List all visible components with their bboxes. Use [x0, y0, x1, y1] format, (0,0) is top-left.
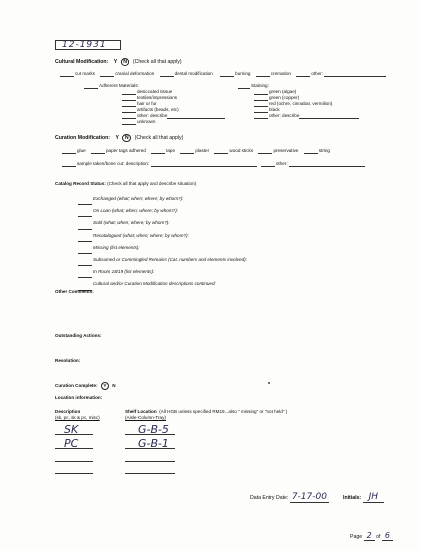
cultural-yes[interactable]: Y: [113, 59, 118, 65]
adherent-list: [122, 89, 226, 125]
resolution-label: Resolution:: [55, 358, 81, 363]
curation-no-circled[interactable]: N: [122, 134, 131, 142]
page-number-row: [350, 533, 393, 540]
staining-item[interactable]: green (copper): [269, 95, 300, 101]
curation-opt-plaster[interactable]: plaster: [195, 148, 210, 153]
cultural-opt-dental[interactable]: dental modification: [174, 71, 213, 76]
staining-list: [254, 89, 360, 119]
staining-label: Staining:: [251, 83, 269, 88]
catalog-status-item[interactable]: Missing (list elements):: [93, 244, 140, 250]
page-current: 2: [364, 531, 375, 541]
curation-complete-no[interactable]: N: [112, 383, 116, 388]
adherent-item[interactable]: hair or fur: [137, 101, 157, 107]
shelf-value[interactable]: G-B-5: [138, 423, 169, 436]
page-total: 6: [382, 531, 393, 541]
outstanding-actions-label: Outstanding Actions:: [55, 333, 102, 338]
staining-item[interactable]: red (ochre, cinnabar, vermilion): [269, 101, 333, 107]
catalog-status-item[interactable]: Subsumed or Commingled Remains (Cat. numbers and elements involved):: [93, 257, 247, 263]
adherent-item[interactable]: unknown: [137, 119, 156, 125]
curation-complete-label: Curation Complete:: [55, 383, 98, 388]
stray-mark: [268, 382, 270, 384]
staining-item[interactable]: black: [269, 107, 280, 113]
initials-label: Initials:: [343, 495, 362, 501]
curation-opt-wood-sticks[interactable]: wood sticks: [229, 148, 254, 153]
cultural-modification-heading: Cultural Modification:: [55, 59, 109, 65]
description-header: [55, 409, 100, 420]
adherent-item[interactable]: other: describe: [137, 113, 168, 119]
description-value[interactable]: SK: [64, 423, 79, 436]
catalog-status-item[interactable]: In Room 18/19 (list elements):: [93, 269, 155, 275]
catalog-status-heading: Catalog Record Status:: [55, 181, 106, 186]
shelf-label: Shelf Location: [125, 409, 157, 414]
curation-complete-row: [55, 382, 116, 390]
catalog-status-item[interactable]: Sold (what; when; where; by whom?):: [93, 220, 170, 226]
catalog-number: 12-1931: [62, 40, 107, 50]
location-heading: Location information:: [55, 395, 103, 400]
curation-row1: [62, 148, 330, 154]
staining-item[interactable]: green (algae): [269, 89, 297, 95]
cultural-row1: [60, 71, 387, 77]
shelf-header: [125, 409, 287, 420]
data-entry-date[interactable]: 7-17-00: [291, 492, 327, 502]
curation-opt-other[interactable]: other:: [275, 161, 288, 166]
cultural-opt-other[interactable]: other:: [311, 71, 323, 76]
curation-complete-yes-circled[interactable]: Y: [101, 382, 109, 390]
curation-opt-string[interactable]: string: [318, 148, 330, 153]
cultural-opt-cut-marks[interactable]: cut marks: [75, 71, 95, 76]
curation-modification-row: [55, 134, 183, 142]
catalog-status-item[interactable]: Cultural and/or Curation Modification descriptions continued:: [93, 281, 216, 287]
description-value[interactable]: PC: [64, 437, 79, 450]
shelf-note: (All HGB unless specified RM19...also " missing" or "not held" ): [159, 409, 288, 414]
page-label: Page: [350, 534, 363, 540]
adherent-item[interactable]: desiccated tissue: [137, 89, 173, 95]
initials-value[interactable]: JH: [363, 492, 384, 503]
cultural-opt-burning[interactable]: burning: [235, 71, 251, 76]
initials-row: [343, 494, 384, 501]
curation-opt-sample[interactable]: sample taken/bone cut: description:: [77, 161, 150, 166]
cultural-opt-cranial[interactable]: cranial deformation: [115, 71, 155, 76]
curation-check-note: (Check all that apply): [134, 135, 184, 141]
page-of: of: [376, 534, 381, 540]
description-label: Description: [55, 409, 81, 414]
cultural-opt-cremation[interactable]: cremation: [270, 71, 291, 76]
adherent-item[interactable]: artifacts (beads, etc): [137, 107, 179, 113]
curation-opt-tape[interactable]: tape: [166, 148, 176, 153]
cultural-check-note: (Check all that apply): [132, 59, 182, 65]
data-entry-row: [250, 494, 329, 501]
catalog-status-note: (Check all that apply and describe situation): [107, 181, 197, 186]
curation-modification-heading: Curation Modification:: [55, 135, 111, 141]
catalog-status-list: [78, 193, 247, 291]
curation-yes[interactable]: Y: [115, 135, 119, 141]
data-entry-label: Data Entry Date:: [250, 495, 289, 501]
cultural-modification-row: [55, 58, 182, 66]
catalog-status-item[interactable]: On Loan (what; when; where; by whom?):: [93, 208, 179, 214]
catalog-status-item[interactable]: Exchanged (what; when; where; by whom?):: [93, 196, 184, 201]
curation-opt-glue[interactable]: glue: [77, 148, 86, 153]
other-comments-label: Other Comments:: [55, 289, 94, 294]
shelf-sub: (Aisle-Column-Tray): [125, 414, 166, 420]
catalog-status-row: [55, 181, 196, 187]
staining-item[interactable]: other: describe: [269, 113, 300, 119]
description-sub: (sk, pc, sk & pc, misc): [55, 414, 100, 420]
adherent-item[interactable]: textiles/impressions: [137, 95, 178, 101]
curation-row2: [62, 161, 366, 167]
shelf-value[interactable]: G-B-1: [138, 437, 169, 450]
adherent-label: Adherent Materials:: [99, 83, 139, 88]
curation-opt-preservative[interactable]: preservative: [273, 148, 299, 153]
curation-opt-paper-tags[interactable]: paper tags adhered: [105, 148, 146, 153]
catalog-number-box: [55, 40, 121, 50]
cultural-no-circled[interactable]: N: [121, 58, 130, 66]
catalog-status-item[interactable]: Recatalogued (what; when; where; by whom?):: [93, 232, 189, 238]
